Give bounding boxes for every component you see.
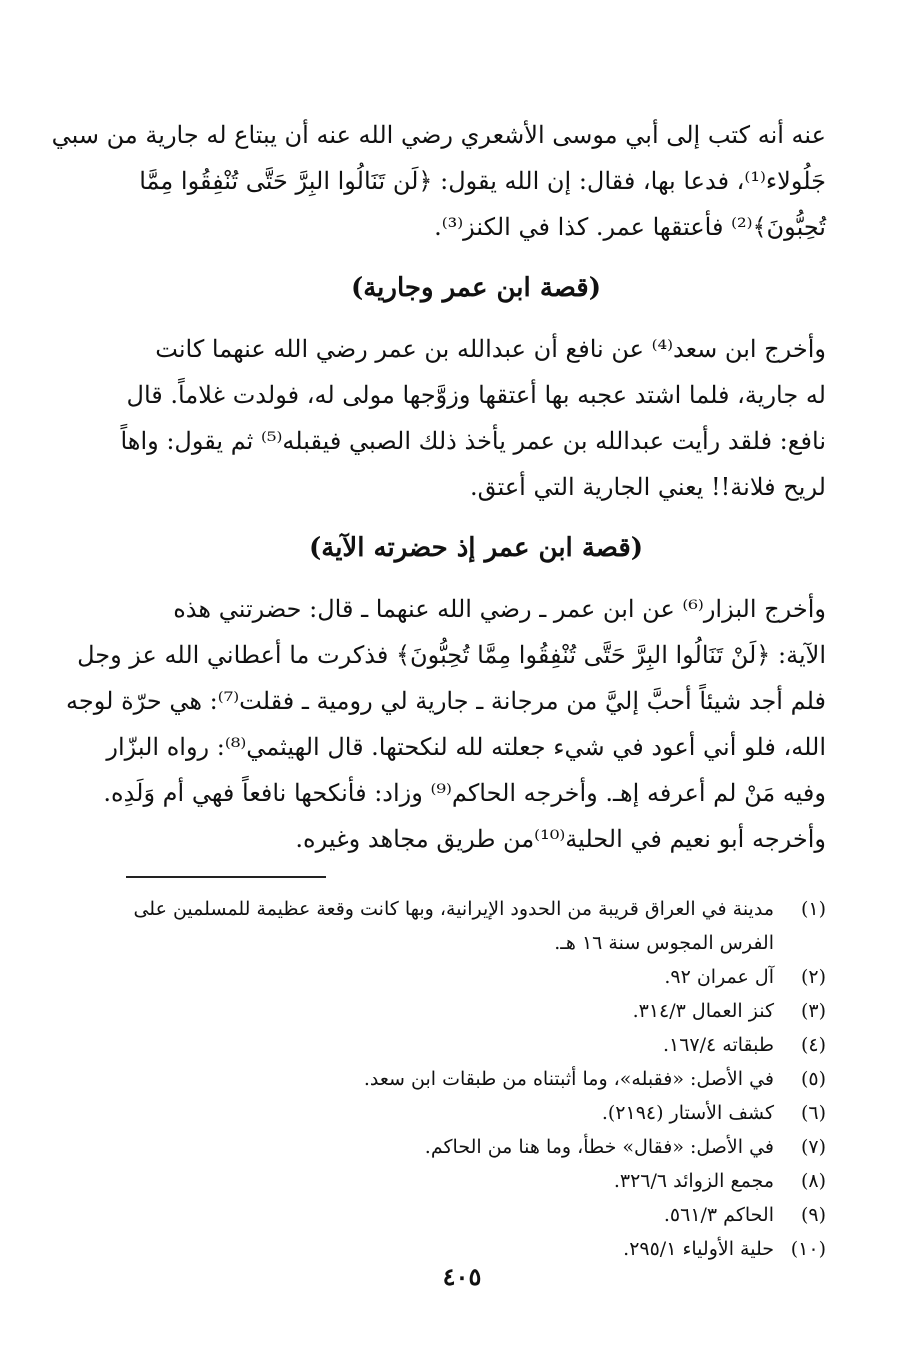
text-line: جَلُولاء⁽¹⁾، فدعا بها، فقال: إن الله يقول: ﴿لَن تَنَالُوا البِرَّ حَتَّى تُنْفِقُوا مِمَّا [139, 167, 826, 195]
text-line: وأخرج ابن سعد⁽⁴⁾ عن نافع أن عبدالله بن عمر رضي الله عنهما كانت [155, 335, 826, 363]
body-paragraph-2 [120, 326, 826, 510]
footnote-number: (٣) [800, 1000, 826, 1022]
footnote-number: (٧) [800, 1136, 826, 1158]
footnote [126, 1062, 826, 1096]
footnote [126, 960, 826, 994]
text-line: الله، فلو أني أعود في شيء جعلته لله لنكحتها. قال الهيثمي⁽⁸⁾: رواه البزّار [106, 733, 826, 761]
footnote [126, 1130, 826, 1164]
footnote-text: كنز العمال ٣١٤/٣. [632, 1000, 774, 1022]
footnote [126, 1232, 826, 1266]
footnote-number: (٤) [800, 1034, 826, 1056]
text-line: وأخرج البزار⁽⁶⁾ عن ابن عمر ـ رضي الله عنهما ـ قال: حضرتني هذه [173, 595, 826, 623]
footnote-text: طبقاته ١٦٧/٤. [662, 1034, 774, 1056]
footnote-text: مجمع الزوائد ٣٢٦/٦. [613, 1170, 774, 1192]
section-heading-ibn-umar-slave-girl: (قصة ابن عمر وجارية) [350, 273, 602, 303]
footnote [126, 1164, 826, 1198]
text-line: لريح فلانة!! يعني الجارية التي أعتق. [469, 473, 826, 501]
footnote-text: الحاكم ٥٦١/٣. [663, 1204, 774, 1226]
section-heading-ibn-umar-verse: (قصة ابن عمر إذ حضرته الآية) [308, 533, 644, 563]
body-paragraph-1 [51, 112, 826, 250]
footnote-number: (٢) [800, 966, 826, 988]
footnote-text: في الأصل: «فقبله»، وما أثبتناه من طبقات ابن سعد. [363, 1068, 774, 1090]
footnote-number: (٩) [800, 1204, 826, 1226]
text-line: وأخرجه أبو نعيم في الحلية⁽¹⁰⁾من طريق مجاهد وغيره. [295, 825, 826, 853]
footnote [126, 892, 826, 960]
footnote-text: كشف الأستار (٢١٩٤). [601, 1102, 774, 1124]
footnote-text: حلية الأولياء ٢٩٥/١. [623, 1238, 774, 1260]
footnotes [126, 892, 826, 1266]
footnote-divider [126, 876, 326, 878]
text-line: عنه أنه كتب إلى أبي موسى الأشعري رضي الله عنه أن يبتاع له جارية من سبي [51, 121, 826, 149]
body-paragraph-3 [66, 586, 826, 862]
footnote-number: (١٠) [790, 1238, 826, 1260]
footnote-text: آل عمران ٩٢. [664, 966, 774, 988]
text-line: له جارية، فلما اشتد عجبه بها أعتقها وزوَّجها مولى له، فولدت غلاماً. قال [126, 381, 826, 409]
text-line: تُحِبُّونَ﴾⁽²⁾ فأعتقها عمر. كذا في الكنز⁽³⁾. [434, 213, 826, 241]
footnote [126, 994, 826, 1028]
footnote [126, 1096, 826, 1130]
footnote-number: (٨) [800, 1170, 826, 1192]
footnote-text: مدينة في العراق قريبة من الحدود الإيرانية، وبها كانت وقعة عظيمة للمسلمين على الفرس المجوس سنة ١٦ هـ. [133, 898, 774, 954]
text-line: نافع: فلقد رأيت عبدالله بن عمر يأخذ ذلك الصبي فيقبله⁽⁵⁾ ثم يقول: واهاً [120, 427, 826, 455]
text-line: فلم أجد شيئاً أحبَّ إليَّ من مرجانة ـ جارية لي رومية ـ فقلت⁽⁷⁾: هي حرّة لوجه [66, 687, 826, 715]
footnote [126, 1198, 826, 1232]
footnote-number: (٦) [800, 1102, 826, 1124]
page-number: ٤٠٥ [442, 1262, 482, 1291]
footnote-text: في الأصل: «فقال» خطأ، وما هنا من الحاكم. [424, 1136, 774, 1158]
footnote [126, 1028, 826, 1062]
footnote-number: (٥) [800, 1068, 826, 1090]
text-line: وفيه مَنْ لم أعرفه إهـ. وأخرجه الحاكم⁽⁹⁾ وزاد: فأنكحها نافعاً فهي أم وَلَدِه. [103, 779, 826, 807]
footnote-number: (١) [800, 898, 826, 920]
text-line: الآية: ﴿لَنْ تَنَالُوا البِرَّ حَتَّى تُنْفِقُوا مِمَّا تُحِبُّونَ﴾ فذكرت ما أعطاني الله عز وجل [77, 641, 826, 669]
